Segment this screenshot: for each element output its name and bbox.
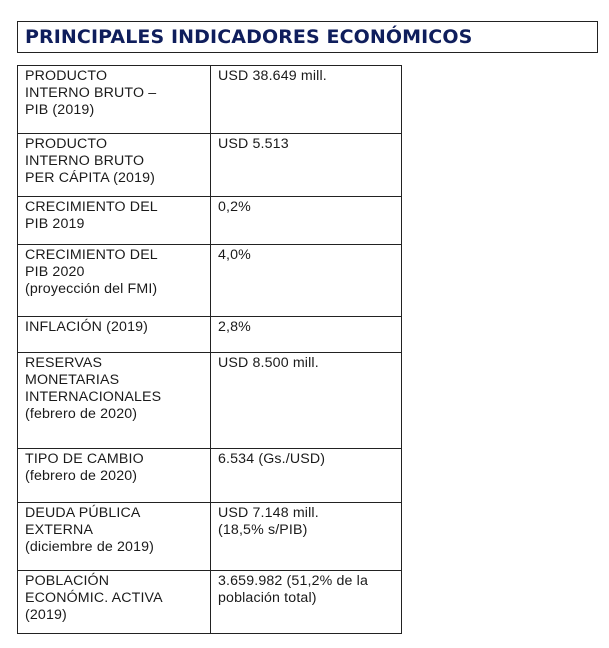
indicator-label-cell (18, 66, 211, 134)
indicators-table (17, 65, 402, 634)
indicator-value-cell (211, 66, 402, 134)
table-row (18, 449, 402, 503)
indicator-value: 3.659.982 (51,2% de la población total) (218, 573, 369, 606)
indicator-label: CRECIMIENTO DEL PIB 2020 (proyección del FMI) (25, 247, 158, 297)
indicator-value-cell (211, 503, 402, 571)
indicator-label: TIPO DE CAMBIO (febrero de 2020) (25, 451, 144, 484)
table-row (18, 503, 402, 571)
table-row (18, 317, 402, 353)
indicator-label: RESERVAS MONETARIAS INTERNACIONALES (febrero de 2020) (25, 355, 162, 422)
indicator-label: PRODUCTO INTERNO BRUTO – PIB (2019) (25, 68, 157, 118)
indicator-value: USD 38.649 mill. (218, 68, 327, 84)
indicator-value-cell (211, 245, 402, 317)
indicator-value-cell (211, 353, 402, 449)
indicator-label: INFLACIÓN (2019) (25, 319, 149, 335)
indicator-value: 6.534 (Gs./USD) (218, 451, 326, 467)
indicator-value: USD 5.513 (218, 136, 289, 152)
indicator-label-cell (18, 317, 211, 353)
table-row (18, 66, 402, 134)
indicator-label: CRECIMIENTO DEL PIB 2019 (25, 199, 158, 232)
page-title-box (17, 21, 598, 53)
table-row (18, 134, 402, 197)
indicator-label-cell (18, 571, 211, 634)
indicator-value: 2,8% (218, 319, 251, 335)
table-row (18, 571, 402, 634)
table-row (18, 353, 402, 449)
indicator-label-cell (18, 353, 211, 449)
table-row (18, 245, 402, 317)
indicator-label-cell (18, 503, 211, 571)
indicator-label-cell (18, 245, 211, 317)
indicator-value-cell (211, 197, 402, 245)
page-title: PRINCIPALES INDICADORES ECONÓMICOS (25, 26, 473, 48)
indicator-value: 4,0% (218, 247, 251, 263)
indicator-value: 0,2% (218, 199, 251, 215)
indicator-value-cell (211, 317, 402, 353)
indicator-value: USD 7.148 mill. (18,5% s/PIB) (218, 505, 319, 538)
indicator-label: PRODUCTO INTERNO BRUTO PER CÁPITA (2019) (25, 136, 156, 186)
indicator-label-cell (18, 197, 211, 245)
indicator-label-cell (18, 134, 211, 197)
indicator-label-cell (18, 449, 211, 503)
indicator-value: USD 8.500 mill. (218, 355, 319, 371)
indicator-value-cell (211, 571, 402, 634)
indicator-value-cell (211, 134, 402, 197)
indicator-label: DEUDA PÚBLICA EXTERNA (diciembre de 2019) (25, 505, 155, 555)
table-row (18, 197, 402, 245)
indicator-label: POBLACIÓN ECONÓMIC. ACTIVA (2019) (25, 573, 163, 623)
indicator-value-cell (211, 449, 402, 503)
